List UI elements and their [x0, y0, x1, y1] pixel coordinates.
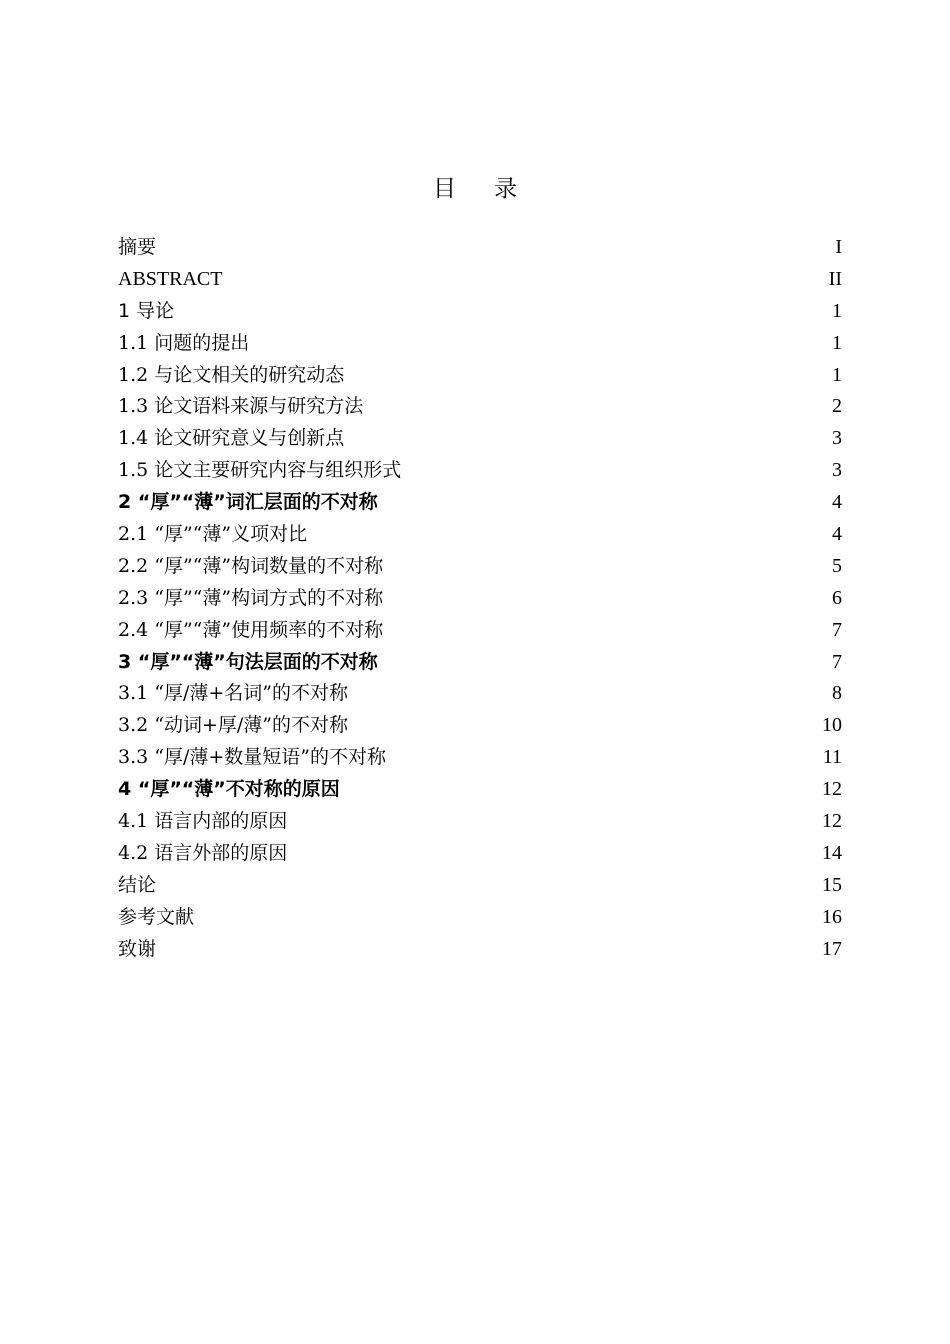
toc-entry-page: 12	[822, 778, 842, 801]
toc-entry-section-2-2[interactable]	[118, 551, 842, 583]
toc-entry-section-1-1[interactable]	[118, 328, 842, 360]
toc-entry-page: 4	[832, 523, 842, 546]
toc-entry-label: 结论	[118, 873, 157, 896]
toc-entry-page: II	[828, 267, 842, 290]
toc-entry-page: 4	[832, 491, 842, 514]
toc-entry-label: 1 导论	[118, 299, 175, 322]
toc-entry-page: 14	[822, 841, 842, 864]
toc-entry-section-1-4[interactable]	[118, 423, 842, 455]
toc-entry-label: 致谢	[118, 937, 157, 960]
toc-title-char-1: 目	[433, 176, 456, 202]
toc-entry-chapter-4[interactable]	[118, 774, 842, 806]
toc-entry-label: 1.3 论文语料来源与研究方法	[118, 395, 364, 418]
toc-entry-page: 3	[832, 459, 842, 482]
toc-entry-acknowledgements[interactable]	[118, 934, 842, 966]
toc-entry-page: 10	[822, 714, 842, 737]
toc-entry-abstract-en[interactable]	[118, 264, 842, 296]
toc-entry-label: 2.1 “厚”“薄”义项对比	[118, 523, 308, 546]
toc-entry-section-4-2[interactable]	[118, 838, 842, 870]
toc-entry-abstract-cn[interactable]	[118, 232, 842, 264]
toc-entry-label: 4.1 语言内部的原因	[118, 810, 288, 833]
toc-entry-label: ABSTRACT	[118, 267, 223, 290]
toc-entry-section-3-3[interactable]	[118, 742, 842, 774]
toc-entry-page: 3	[832, 427, 842, 450]
toc-entry-section-4-1[interactable]	[118, 806, 842, 838]
toc-entry-label: 摘要	[118, 236, 157, 258]
toc-entry-page: 1	[832, 299, 842, 322]
toc-entry-label: 2 “厚”“薄”词汇层面的不对称	[118, 491, 378, 514]
toc-entry-page: 1	[832, 363, 842, 386]
toc-entry-page: 12	[822, 810, 842, 833]
toc-entry-section-2-4[interactable]	[118, 615, 842, 647]
toc-entry-label: 2.3 “厚”“薄”构词方式的不对称	[118, 586, 384, 609]
toc-entry-label: 3.3 “厚/薄+数量短语”的不对称	[118, 746, 387, 769]
toc-entry-label: 4.2 语言外部的原因	[118, 841, 288, 864]
toc-entry-page: 15	[822, 873, 842, 896]
toc-entry-conclusion[interactable]	[118, 870, 842, 902]
toc-entry-label: 1.1 问题的提出	[118, 331, 250, 354]
toc-entry-section-1-3[interactable]	[118, 391, 842, 423]
toc-entry-label: 1.4 论文研究意义与创新点	[118, 427, 345, 450]
toc-entry-page: 8	[832, 682, 842, 705]
toc-entry-label: 1.5 论文主要研究内容与组织形式	[118, 459, 402, 482]
toc-entry-page: 2	[832, 395, 842, 418]
toc-entry-references[interactable]	[118, 902, 842, 934]
toc-entry-label: 3.1 “厚/薄+名词”的不对称	[118, 682, 349, 705]
toc-entry-page: 11	[822, 746, 842, 769]
toc-entry-label: 3 “厚”“薄”句法层面的不对称	[118, 650, 378, 673]
toc-entry-label: 3.2 “动词+厚/薄”的不对称	[118, 714, 349, 737]
toc-entry-page: I	[835, 236, 842, 258]
toc-entry-page: 7	[832, 618, 842, 641]
toc-title-char-2: 录	[494, 176, 517, 202]
toc-entry-page: 16	[822, 905, 842, 928]
toc-entry-section-1-2[interactable]	[118, 360, 842, 392]
toc-list	[118, 232, 842, 965]
toc-entry-label: 1.2 与论文相关的研究动态	[118, 363, 345, 386]
toc-entry-page: 1	[832, 331, 842, 354]
toc-entry-chapter-3[interactable]	[118, 647, 842, 679]
toc-entry-chapter-1[interactable]	[118, 296, 842, 328]
toc-entry-section-2-1[interactable]	[118, 519, 842, 551]
toc-entry-label: 参考文献	[118, 905, 195, 928]
toc-entry-page: 17	[822, 937, 842, 960]
toc-entry-section-1-5[interactable]	[118, 455, 842, 487]
toc-entry-label: 2.2 “厚”“薄”构词数量的不对称	[118, 554, 384, 577]
toc-title	[0, 170, 950, 203]
toc-entry-page: 5	[832, 554, 842, 577]
toc-entry-section-2-3[interactable]	[118, 583, 842, 615]
toc-entry-chapter-2[interactable]	[118, 487, 842, 519]
toc-entry-label: 4 “厚”“薄”不对称的原因	[118, 778, 340, 801]
toc-entry-page: 7	[832, 650, 842, 673]
toc-entry-label: 2.4 “厚”“薄”使用频率的不对称	[118, 618, 384, 641]
toc-entry-section-3-1[interactable]	[118, 678, 842, 710]
toc-entry-section-3-2[interactable]	[118, 710, 842, 742]
toc-entry-page: 6	[832, 586, 842, 609]
